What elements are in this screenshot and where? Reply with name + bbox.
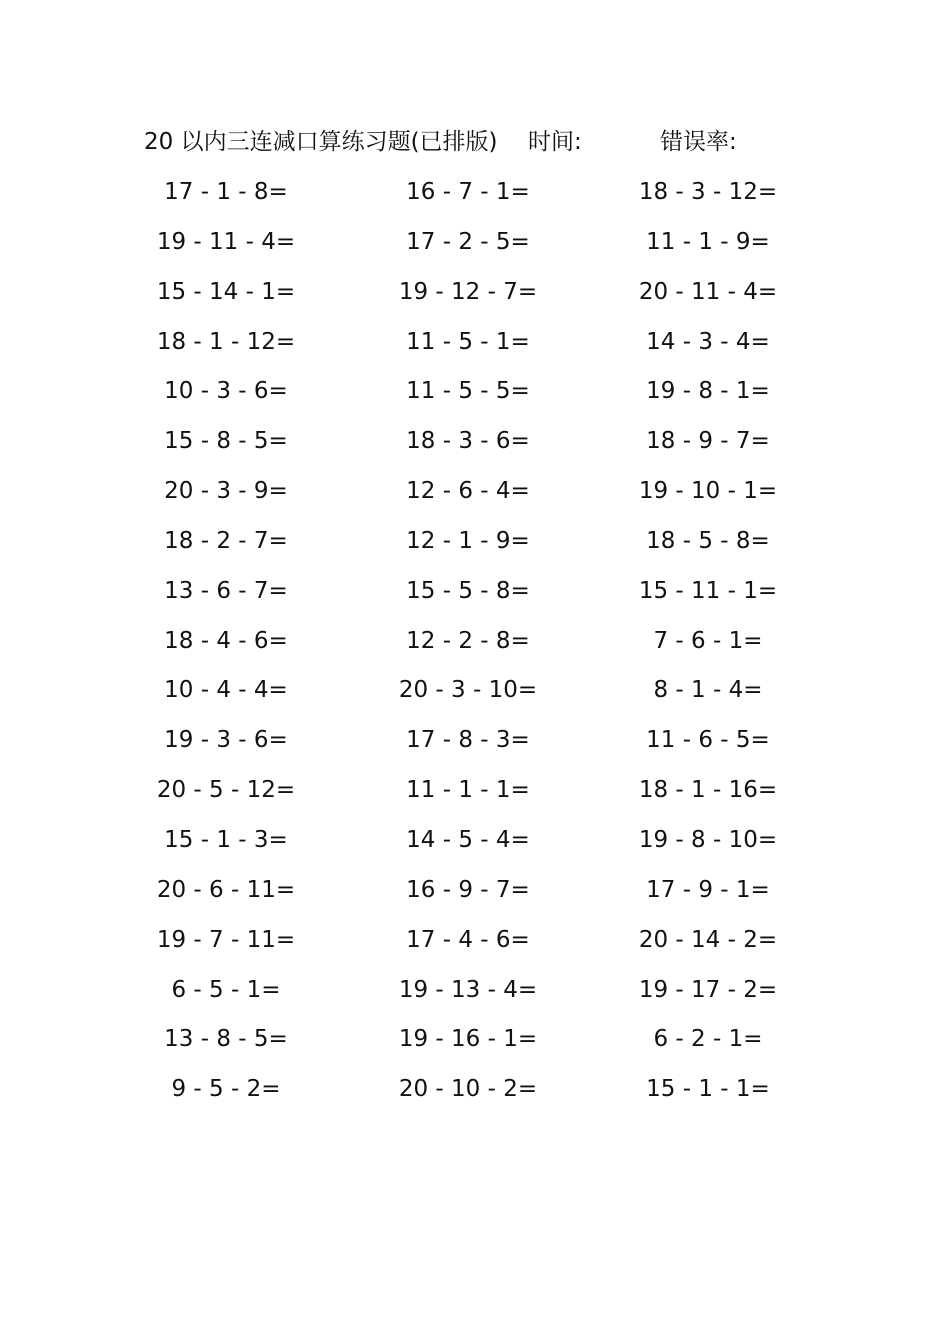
- worksheet-title: 20 以内三连减口算练习题(已排版): [144, 129, 498, 155]
- problem-row: [0, 920, 950, 970]
- problem-item: 11 - 5 - 5=: [406, 378, 530, 405]
- problem-item: 9 - 5 - 2=: [171, 1076, 281, 1103]
- problem-item: 15 - 11 - 1=: [638, 577, 778, 604]
- problem-item: 19 - 8 - 1=: [646, 378, 770, 405]
- problem-item: 19 - 10 - 1=: [638, 478, 778, 505]
- problem-item: 10 - 3 - 6=: [164, 378, 288, 405]
- problem-row: [0, 421, 950, 471]
- problem-item: 18 - 1 - 12=: [156, 328, 296, 355]
- problem-item: 20 - 14 - 2=: [638, 926, 778, 953]
- problem-item: 18 - 4 - 6=: [164, 627, 288, 654]
- problem-item: 18 - 5 - 8=: [646, 527, 770, 554]
- problem-row: [0, 521, 950, 571]
- problem-item: 13 - 8 - 5=: [164, 1026, 288, 1053]
- problem-item: 16 - 9 - 7=: [406, 876, 530, 903]
- problem-item: 19 - 16 - 1=: [398, 1026, 538, 1053]
- problem-item: 11 - 6 - 5=: [646, 727, 770, 754]
- problem-item: 19 - 17 - 2=: [638, 976, 778, 1003]
- problem-item: 14 - 5 - 4=: [406, 826, 530, 853]
- error-rate-label: 错误率:: [660, 129, 737, 155]
- problem-row: [0, 371, 950, 421]
- problem-row: [0, 1019, 950, 1069]
- problem-row: [0, 621, 950, 671]
- problem-item: 6 - 5 - 1=: [171, 976, 281, 1003]
- problem-item: 17 - 4 - 6=: [406, 926, 530, 953]
- problem-item: 19 - 12 - 7=: [398, 278, 538, 305]
- problem-item: 19 - 3 - 6=: [164, 727, 288, 754]
- problem-item: 18 - 1 - 16=: [638, 777, 778, 804]
- problem-item: 6 - 2 - 1=: [653, 1026, 763, 1053]
- problem-grid: [0, 172, 950, 1119]
- problem-item: 16 - 7 - 1=: [406, 179, 530, 205]
- problem-item: 18 - 2 - 7=: [164, 527, 288, 554]
- problem-item: 15 - 1 - 1=: [646, 1076, 770, 1103]
- problem-row: [0, 1069, 950, 1119]
- problem-row: [0, 970, 950, 1020]
- problem-row: [0, 870, 950, 920]
- problem-item: 20 - 5 - 12=: [156, 777, 296, 804]
- problem-item: 20 - 11 - 4=: [638, 278, 778, 305]
- problem-item: 17 - 8 - 3=: [406, 727, 530, 754]
- problem-item: 20 - 3 - 10=: [398, 677, 538, 704]
- worksheet-header: [0, 124, 950, 160]
- problem-item: 8 - 1 - 4=: [653, 677, 763, 704]
- problem-row: [0, 272, 950, 322]
- problem-item: 15 - 1 - 3=: [164, 826, 288, 853]
- problem-item: 12 - 2 - 8=: [406, 627, 530, 654]
- problem-item: 15 - 8 - 5=: [164, 428, 288, 455]
- problem-item: 15 - 5 - 8=: [406, 577, 530, 604]
- problem-item: 11 - 1 - 1=: [406, 777, 530, 804]
- problem-item: 19 - 13 - 4=: [398, 976, 538, 1003]
- problem-item: 19 - 7 - 11=: [156, 926, 296, 953]
- problem-row: [0, 322, 950, 372]
- problem-item: 20 - 3 - 9=: [164, 478, 288, 505]
- problem-item: 7 - 6 - 1=: [653, 627, 763, 654]
- problem-item: 19 - 8 - 10=: [638, 826, 778, 853]
- problem-item: 20 - 6 - 11=: [156, 876, 296, 903]
- problem-item: 12 - 1 - 9=: [406, 527, 530, 554]
- problem-item: 19 - 11 - 4=: [156, 228, 296, 255]
- problem-item: 14 - 3 - 4=: [646, 328, 770, 355]
- problem-item: 11 - 5 - 1=: [406, 328, 530, 355]
- problem-item: 18 - 3 - 6=: [406, 428, 530, 455]
- problem-item: 17 - 2 - 5=: [406, 228, 530, 255]
- problem-row: [0, 222, 950, 272]
- problem-row: [0, 471, 950, 521]
- problem-item: 20 - 10 - 2=: [398, 1076, 538, 1103]
- problem-item: 15 - 14 - 1=: [156, 278, 296, 305]
- problem-row: [0, 720, 950, 770]
- problem-item: 17 - 1 - 8=: [164, 179, 288, 205]
- problem-item: 10 - 4 - 4=: [164, 677, 288, 704]
- problem-item: 18 - 9 - 7=: [646, 428, 770, 455]
- problem-item: 12 - 6 - 4=: [406, 478, 530, 505]
- problem-item: 18 - 3 - 12=: [638, 179, 778, 205]
- problem-row: [0, 172, 950, 222]
- problem-item: 17 - 9 - 1=: [646, 876, 770, 903]
- problem-row: [0, 820, 950, 870]
- problem-row: [0, 670, 950, 720]
- problem-row: [0, 571, 950, 621]
- problem-row: [0, 770, 950, 820]
- problem-item: 11 - 1 - 9=: [646, 228, 770, 255]
- problem-item: 13 - 6 - 7=: [164, 577, 288, 604]
- time-label: 时间:: [528, 129, 582, 155]
